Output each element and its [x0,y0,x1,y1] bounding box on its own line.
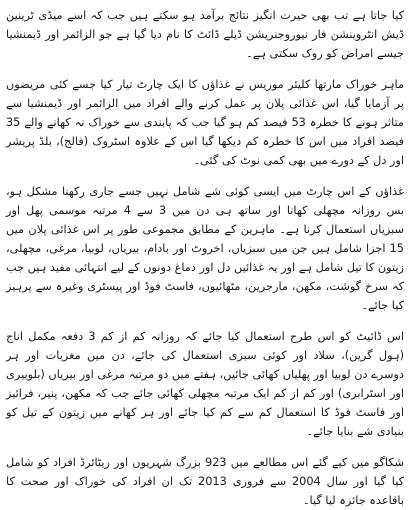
article-paragraph-2: ماہر خوراک مارتھا کلیئر موریس نے غذاؤں کا ایک چارٹ تیار کیا جسے کئی مریضوں پر آزمایا گیا، اس غذائی پلان پر عمل کرنے والے افراد میں الزائمر اور ڈیمنشیا سے متاثر ہونے کا خطرہ 53 فیصد کم ہو گیا جب کہ پابندی سے خوراک نہ کھانے والے 35 فیصد افراد میں اس کا خطرہ کم دیکھا گیا اس کے علاوہ اسٹروک (فالج)، بلڈ پریشر اور دل کے دورے میں بھی کمی نوٹ کی گئی۔ [6,78,404,167]
article-paragraph-4: اس ڈائیٹ کو اس طرح استعمال کیا جائے کہ روزانہ کم از کم 3 دفعہ مکمل اناج (ہول گرین)، سلاد اور کوئی سبزی استعمال کی جائے، دن میں مغزیات اور ہر دوسرے دن لوبیا اور پھلیاں کھائی جائیں، ہفتے میں دو مرتبہ مرغی اور بیریاں (بلوبیری اور اسٹرابری) اور کم از کم ایک مرتبہ مچھلی کھائی جائے جب کہ مکھن، پنیر، فرائیز اور فاسٹ فوڈ کا استعمال کم سے کم کیا جائے اور ہر کھانے میں زیتون کے تیل کو بنیادی شے بنایا جائے۔ [6,330,404,438]
article-paragraph-5: شکاگو میں کیے گئے اس مطالعے میں 923 بزرگ شہریوں اور ریٹائرڈ افراد کو شامل کیا گیا اور سال 2004 سے فروری 2013 تک ان افراد کی خوراک اور صحت کا باقاعدہ جائزہ لیا گیا۔ [6,456,404,507]
article-paragraph-3: غذاؤں کے اس چارٹ میں ایسی کوئی شے شامل نہیں جسے جاری رکھنا مشکل ہو، بس روزانہ مچھلی کھانا اور ساتھ ہی دن میں 3 سے 4 مرتبہ موسمی پھل اور سبزیاں استعمال کرنا ہے۔ ماہرین کے مطابق مجموعی طور پر اس غذائی پلان میں 15 اجزا شامل ہیں جن میں سبزیاں، اخروٹ اور بادام، بیریاں، لوبیا، مرغی، مچھلی، زیتون کا تیل شامل ہے اور یہ غذائیں دل اور دماغ دونوں کے لیے انتہائی مفید ہیں جب کہ سرخ گوشت، مکھن، مارجرین، مٹھائیوں، فاسٹ فوڈ اور پیسٹری وغیرہ سے پرہیز کیا جائے۔ [6,185,404,312]
article-paragraph-1: کیا جاتا ہے تب بھی حیرت انگیز نتائج برآمد ہو سکتے ہیں جب کہ اسے میڈی ٹرینین ڈیش انٹروینشن فار نیوروجنریشن ڈیلے ڈائٹ کا نام دیا گیا ہے جو الزائمر اور ڈیمنشیا جیسے امراض کو روک سکتی ہے۔ [6,9,404,60]
